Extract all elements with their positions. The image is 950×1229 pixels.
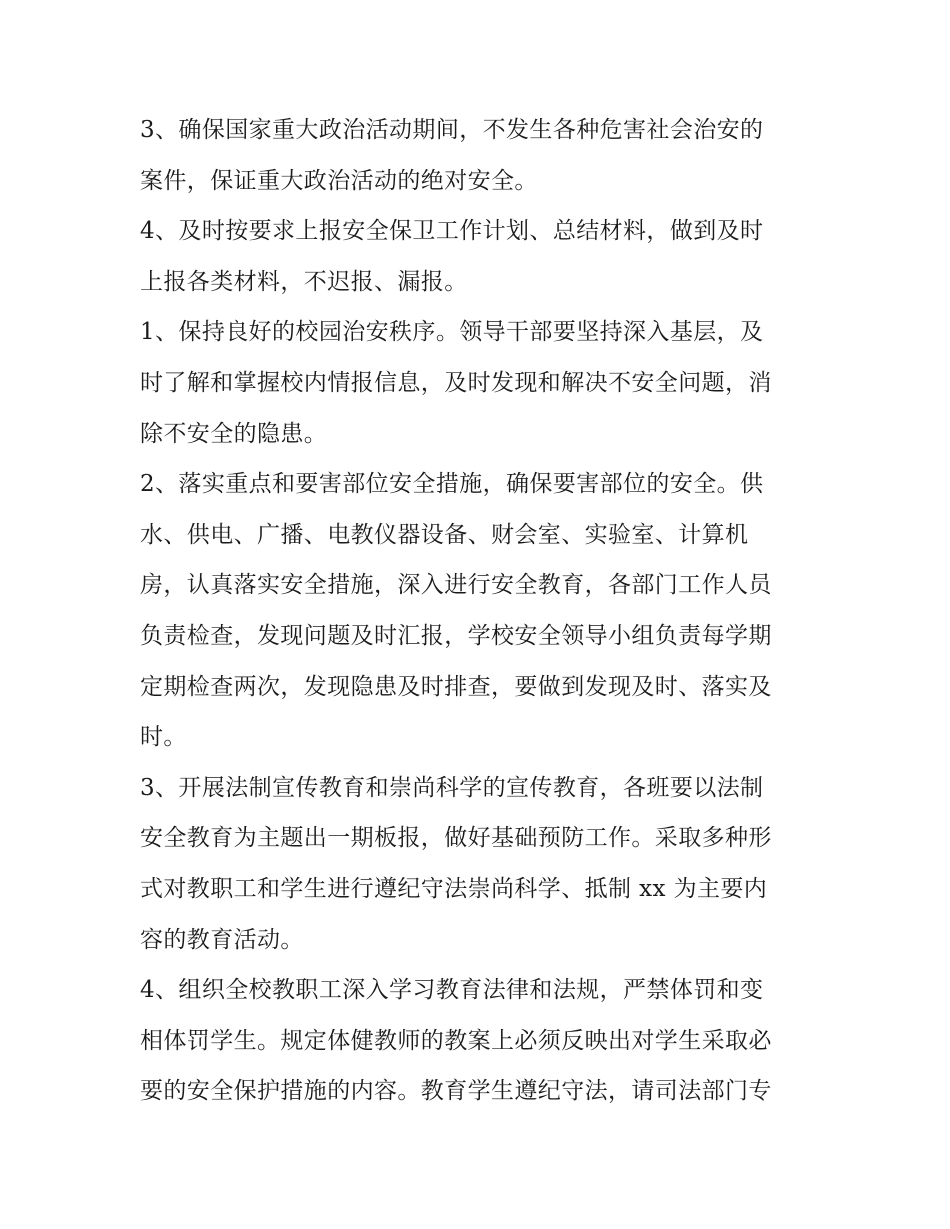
text-line: 式对教职工和学生进行遵纪守法崇尚科学、抵制 xx 为主要内 <box>140 875 768 902</box>
text-line: 时了解和掌握校内情报信息，及时发现和解决不安全问题，消 <box>140 369 772 396</box>
text-line: 4、组织全校教职工深入学习教育法律和法规，严禁体罚和变 <box>140 977 764 1004</box>
text-line: 负责检查，发现问题及时汇报，学校安全领导小组负责每学期 <box>140 622 772 649</box>
text-line: 3、确保国家重大政治活动期间，不发生各种危害社会治安的 <box>140 117 764 143</box>
paragraph-item-2-key-areas <box>140 459 820 763</box>
text-line: 时。 <box>140 724 187 751</box>
paragraph-item-3-political-activities <box>140 105 820 206</box>
paragraph-item-4-reporting <box>140 206 820 307</box>
text-line: 1、保持良好的校园治安秩序。领导干部要坚持深入基层，及 <box>140 319 764 346</box>
text-line: 要的安全保护措施的内容。教育学生遵纪守法，请司法部门专 <box>140 1078 772 1105</box>
text-line: 案件，保证重大政治活动的绝对安全。 <box>140 167 538 194</box>
text-line: 除不安全的隐患。 <box>140 420 328 447</box>
text-line: 3、开展法制宣传教育和崇尚科学的宣传教育，各班要以法制 <box>140 774 764 801</box>
text-line: 上报各类材料，不迟报、漏报。 <box>140 268 468 295</box>
text-line: 2、落实重点和要害部位安全措施，确保要害部位的安全。供 <box>140 471 764 498</box>
text-line: 定期检查两次，发现隐患及时排查，要做到发现及时、落实及 <box>140 673 772 700</box>
text-line: 安全教育为主题出一期板报，做好基础预防工作。采取多种形 <box>140 825 772 852</box>
paragraph-item-1-campus-order <box>140 307 820 459</box>
text-line: 4、及时按要求上报安全保卫工作计划、总结材料，做到及时 <box>140 218 764 245</box>
paragraph-item-4-staff-law-study <box>140 965 820 1117</box>
paragraph-item-3-legal-education <box>140 763 820 965</box>
text-line: 容的教育活动。 <box>140 926 304 953</box>
text-line: 房，认真落实安全措施，深入进行安全教育，各部门工作人员 <box>140 572 772 599</box>
text-line: 水、供电、广播、电教仪器设备、财会室、实验室、计算机 <box>140 521 749 548</box>
text-line: 相体罚学生。规定体健教师的教案上必须反映出对学生采取必 <box>140 1027 772 1054</box>
document-body <box>140 105 820 1117</box>
